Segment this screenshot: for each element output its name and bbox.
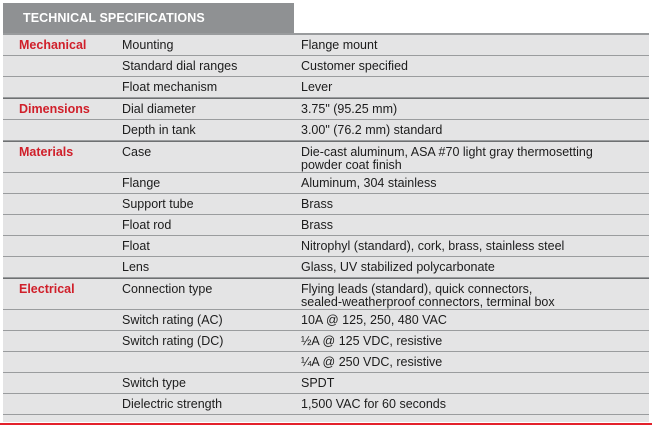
spec-label: Switch rating (AC)	[122, 313, 223, 327]
spec-value-line: 3.75" (95.25 mm)	[301, 102, 398, 116]
spec-category: Materials	[19, 145, 74, 159]
spec-row	[3, 394, 649, 415]
spec-value-line: ½A @ 125 VDC, resistive	[301, 334, 443, 348]
spec-row	[3, 236, 649, 257]
spec-value	[301, 240, 641, 253]
spec-label: Depth in tank	[122, 123, 196, 137]
spec-label: Lens	[122, 260, 150, 274]
spec-value-line: Brass	[301, 218, 333, 232]
spec-row	[3, 56, 649, 77]
spec-value	[301, 198, 641, 211]
spec-value-line: powder coat finish	[301, 158, 402, 172]
spec-row	[3, 77, 649, 98]
spec-value-line: 1,500 VAC for 60 seconds	[301, 397, 446, 411]
spec-value	[301, 124, 641, 137]
spec-label: Dial diameter	[122, 102, 196, 116]
spec-category: Dimensions	[19, 102, 90, 116]
spec-value-line: Nitrophyl (standard), cork, brass, stainless steel	[301, 239, 565, 253]
spec-label: Mounting	[122, 38, 174, 52]
spec-label: Switch type	[122, 376, 186, 390]
spec-value	[301, 60, 641, 73]
spec-value-line: 10A @ 125, 250, 480 VAC	[301, 313, 447, 327]
spec-value-line: ¼A @ 250 VDC, resistive	[301, 355, 443, 369]
spec-label: Switch rating (DC)	[122, 334, 224, 348]
spec-label: Standard dial ranges	[122, 59, 238, 73]
spec-label: Case	[122, 145, 152, 159]
spec-label: Float rod	[122, 218, 172, 232]
spec-table	[3, 35, 649, 415]
spec-value	[301, 177, 641, 190]
spec-value	[301, 398, 641, 411]
spec-value-line: Brass	[301, 197, 333, 211]
spec-value-line: Die-cast aluminum, ASA #70 light gray thermosetting	[301, 145, 593, 159]
spec-row	[3, 173, 649, 194]
spec-row	[3, 278, 649, 310]
spec-row	[3, 310, 649, 331]
spec-value	[301, 146, 641, 172]
spec-row	[3, 331, 649, 352]
spec-row	[3, 35, 649, 56]
spec-value	[301, 314, 641, 327]
spec-value	[301, 219, 641, 232]
spec-label: Flange	[122, 176, 161, 190]
spec-value	[301, 283, 641, 309]
spec-row	[3, 352, 649, 373]
spec-row	[3, 194, 649, 215]
spec-value	[301, 377, 641, 390]
spec-label: Float	[122, 239, 150, 253]
spec-value-line: Flange mount	[301, 38, 378, 52]
page-title: TECHNICAL SPECIFICATIONS	[3, 3, 294, 33]
spec-value-line: Customer specified	[301, 59, 408, 73]
spec-row	[3, 373, 649, 394]
spec-value	[301, 261, 641, 274]
spec-value	[301, 81, 641, 94]
spec-category: Mechanical	[19, 38, 87, 52]
spec-label: Support tube	[122, 197, 194, 211]
spec-value	[301, 335, 641, 348]
spec-row	[3, 215, 649, 236]
spec-row	[3, 120, 649, 141]
spec-row	[3, 257, 649, 278]
bottom-accent-rule	[0, 423, 652, 425]
spec-value-line: sealed-weatherproof connectors, terminal box	[301, 295, 555, 309]
spec-category: Electrical	[19, 282, 75, 296]
spec-row	[3, 98, 649, 120]
spec-value-line: 3.00" (76.2 mm) standard	[301, 123, 443, 137]
spec-value-line: Lever	[301, 80, 333, 94]
spec-label: Dielectric strength	[122, 397, 223, 411]
spec-value-line: Aluminum, 304 stainless	[301, 176, 437, 190]
spec-value	[301, 39, 641, 52]
spec-value-line: SPDT	[301, 376, 335, 390]
spec-value	[301, 356, 641, 369]
spec-label: Connection type	[122, 282, 213, 296]
spec-value	[301, 103, 641, 116]
spec-label: Float mechanism	[122, 80, 218, 94]
spec-value-line: Flying leads (standard), quick connectors,	[301, 282, 533, 296]
spec-value-line: Glass, UV stabilized polycarbonate	[301, 260, 495, 274]
spec-row	[3, 141, 649, 173]
